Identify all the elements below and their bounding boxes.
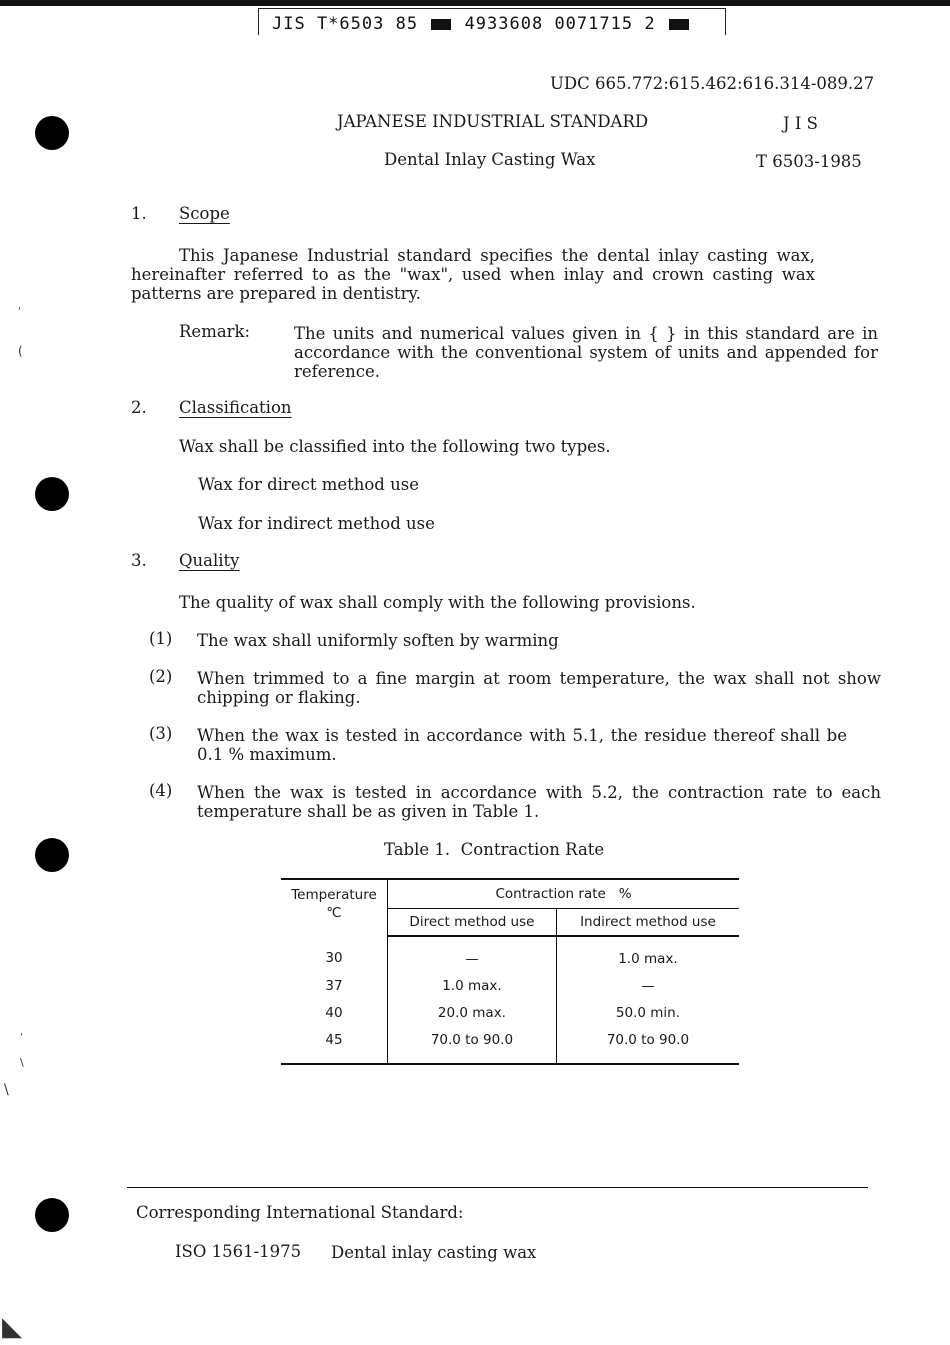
- scan-mark-icon: (: [18, 344, 23, 358]
- contraction-rate-table: [281, 878, 739, 1065]
- cell-direct: 70.0 to 90.0: [388, 1026, 557, 1064]
- scan-mark-icon: \: [4, 1082, 9, 1098]
- quality-item-1-text: The wax shall uniformly soften by warming: [197, 631, 559, 650]
- quality-item-4-text: When the wax is tested in accordance with 5.2, the contraction rate to each temperature shall be as given in Table 1.: [197, 783, 881, 821]
- quality-item-2-text: When trimmed to a fine margin at room temperature, the wax shall not show chipping or flaking.: [197, 669, 881, 707]
- table-caption: Table 1. Contraction Rate: [384, 840, 605, 859]
- section-3-heading: Quality: [179, 551, 240, 570]
- jis-mark: J I S: [783, 114, 818, 133]
- table-row: [281, 1026, 739, 1064]
- section-2-heading: Classification: [179, 398, 292, 417]
- column-header-direct: Direct method use: [388, 909, 557, 937]
- classification-intro: Wax shall be classified into the following two types.: [179, 437, 611, 456]
- iso-number: ISO 1561-1975: [175, 1242, 302, 1261]
- cell-temperature: 45: [281, 1026, 388, 1064]
- udc-code: UDC 665.772:615.462:616.314-089.27: [550, 74, 875, 93]
- quality-item-4-number: (4): [149, 781, 173, 800]
- section-3-number: 3.: [131, 551, 147, 570]
- scan-mark-icon: ': [18, 306, 21, 317]
- redaction-block-icon: [431, 19, 451, 30]
- scan-code-right: 4933608 0071715 2: [464, 14, 656, 34]
- quality-intro: The quality of wax shall comply with the following provisions.: [179, 593, 696, 612]
- cell-direct: —: [388, 936, 557, 972]
- standard-number: T 6503-1985: [756, 152, 862, 171]
- cell-temperature: 40: [281, 999, 388, 1026]
- footer-divider: [127, 1187, 868, 1188]
- iso-title: Dental inlay casting wax: [331, 1243, 537, 1262]
- scan-code-left: JIS T*6503 85: [272, 14, 419, 34]
- cell-temperature: 30: [281, 936, 388, 972]
- scan-top-edge: [0, 0, 950, 6]
- scan-mark-icon: ': [20, 1032, 23, 1043]
- cell-direct: 20.0 max.: [388, 999, 557, 1026]
- scan-header-code: [272, 14, 691, 34]
- remark-label: Remark:: [179, 322, 251, 341]
- document-subject: Dental Inlay Casting Wax: [384, 150, 596, 169]
- quality-item-1-number: (1): [149, 629, 173, 648]
- cell-indirect: 70.0 to 90.0: [556, 1026, 739, 1064]
- binder-hole-icon: [35, 116, 69, 150]
- binder-hole-icon: [35, 838, 69, 872]
- scope-paragraph: This Japanese Industrial standard specifies the dental inlay casting wax, hereinafter referred to as the "wax", used when inlay and crown casting wax patterns are prepared in dentistry.: [131, 246, 815, 303]
- section-1-number: 1.: [131, 204, 147, 223]
- scan-corner-icon: ◣: [2, 1312, 22, 1342]
- quality-item-2-number: (2): [149, 667, 173, 686]
- scan-mark-icon: \: [20, 1056, 24, 1069]
- cell-indirect: —: [641, 977, 655, 994]
- temperature-unit: ℃: [326, 905, 342, 921]
- binder-hole-icon: [35, 1198, 69, 1232]
- table-row: [281, 972, 739, 999]
- section-2-number: 2.: [131, 398, 147, 417]
- remark-text: The units and numerical values given in { } in this standard are in accordance with the conventional system of units and appended for reference.: [294, 324, 878, 381]
- quality-item-3-number: (3): [149, 724, 173, 743]
- temperature-label: Temperature: [291, 887, 377, 903]
- cell-indirect: 1.0 max.: [618, 950, 678, 967]
- type-indirect: Wax for indirect method use: [198, 514, 435, 533]
- table-row: [281, 999, 739, 1026]
- column-header-indirect: Indirect method use: [556, 909, 739, 937]
- section-1-heading: Scope: [179, 204, 230, 223]
- quality-item-3-text: When the wax is tested in accordance with 5.1, the residue thereof shall be 0.1 % maximum.: [197, 726, 847, 764]
- binder-hole-icon: [35, 477, 69, 511]
- table-row: [281, 936, 739, 972]
- type-direct: Wax for direct method use: [198, 475, 419, 494]
- column-header-contraction-rate: Contraction rate %: [388, 879, 740, 909]
- column-header-temperature: [281, 879, 388, 936]
- corresponding-standard-label: Corresponding International Standard:: [136, 1203, 464, 1222]
- cell-direct: 1.0 max.: [388, 972, 557, 999]
- cell-temperature: 37: [281, 972, 388, 999]
- redaction-block-icon: [669, 19, 689, 30]
- cell-indirect: 50.0 min.: [615, 1004, 680, 1021]
- standard-org-title: JAPANESE INDUSTRIAL STANDARD: [337, 112, 649, 131]
